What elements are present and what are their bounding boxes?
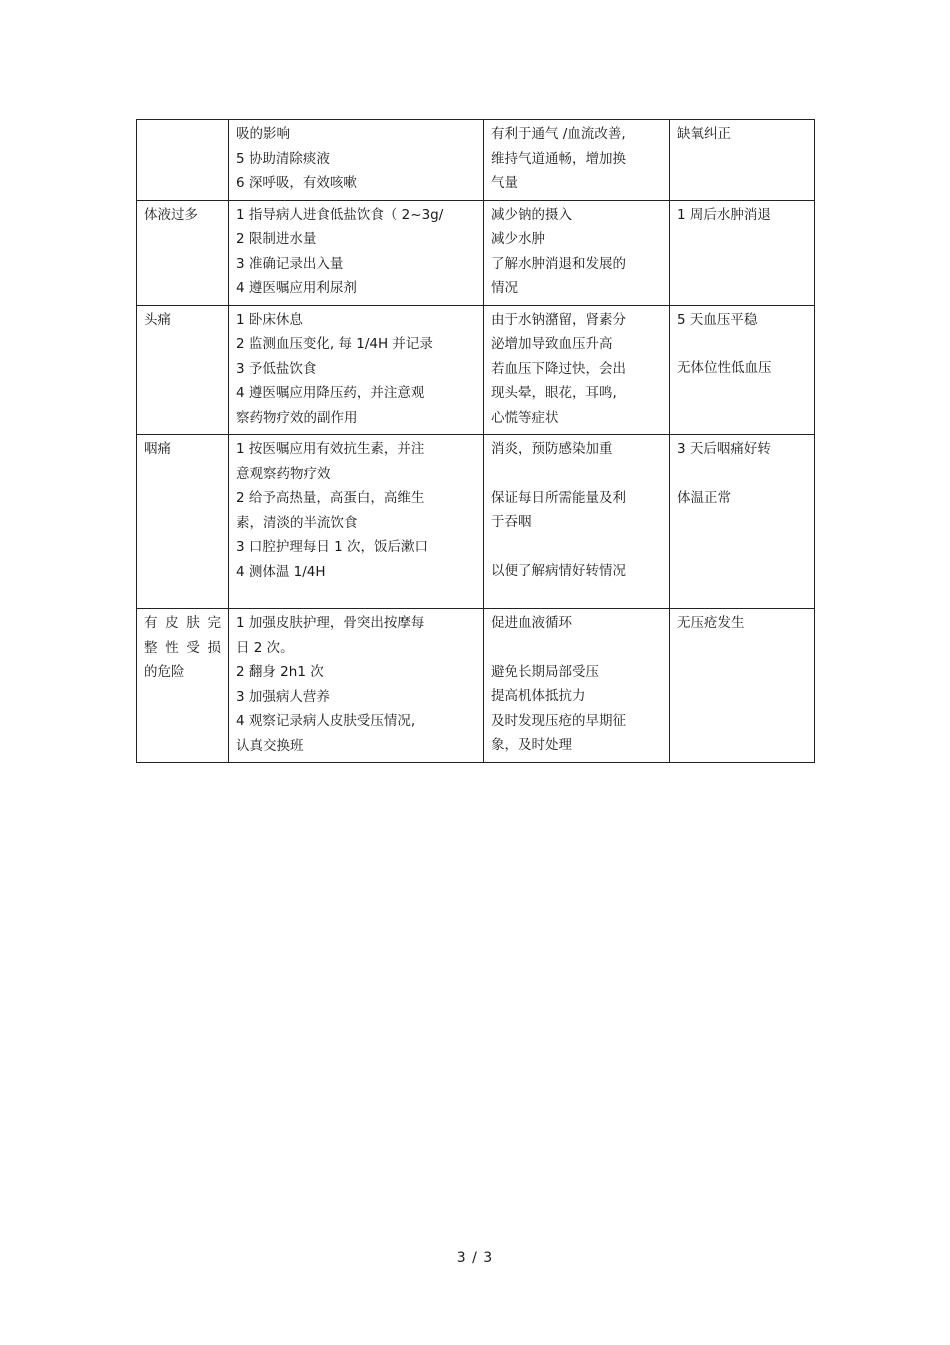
- measure-line: 5 协助清除痰液: [236, 150, 330, 167]
- measure-line: 3 予低盐饮食: [236, 360, 317, 377]
- measure-line: 3 口腔护理每日 1 次，饭后漱口: [236, 539, 429, 555]
- rationale-cell: [484, 120, 670, 201]
- diagnosis-line: 咽痛: [144, 441, 171, 457]
- diagnosis-cell: [137, 200, 229, 305]
- spacer: [491, 636, 662, 660]
- measure-line: 吸的影响: [236, 126, 290, 142]
- evaluation-line: 缺氧纠正: [677, 126, 731, 142]
- rationale-line: 由于水钠潴留，肾素分: [491, 311, 626, 328]
- rationale-line: 减少钠的摄入: [491, 206, 572, 223]
- evaluation-line: 1 周后水肿消退: [677, 206, 771, 223]
- page-number: 3 / 3: [456, 1250, 494, 1266]
- diagnosis-cell: [137, 305, 229, 435]
- diagnosis-cell: [137, 120, 229, 201]
- rationale-line: 气量: [491, 175, 518, 191]
- table-row: [137, 200, 815, 305]
- rationale-line: 于吞咽: [491, 514, 532, 530]
- measures-cell: [229, 305, 484, 435]
- rationale-line: 促进血液循环: [491, 615, 572, 631]
- diagnosis-cell: [137, 435, 229, 609]
- evaluation-line: 5 天血压平稳: [677, 311, 758, 328]
- nursing-care-table: [136, 119, 815, 763]
- measure-line: 2 限制进水量: [236, 231, 317, 247]
- rationale-line: 泌增加导致血压升高: [491, 336, 613, 352]
- measure-line: 1 指导病人进食低盐饮食（ 2~3g/: [236, 206, 444, 223]
- measures-cell: [229, 609, 484, 763]
- table-row: [137, 609, 815, 763]
- diagnosis-cell: [137, 609, 229, 763]
- rationale-line: 若血压下降过快，会出: [491, 360, 626, 377]
- rationale-line: 心慌等症状: [491, 409, 559, 426]
- evaluation-cell: [670, 609, 815, 763]
- rationale-line: 维持气道通畅，增加换: [491, 150, 626, 167]
- evaluation-cell: [670, 435, 815, 609]
- rationale-cell: [484, 609, 670, 763]
- rationale-line: 了解水肿消退和发展的: [491, 255, 626, 272]
- rationale-line: 象，及时处理: [491, 737, 572, 753]
- diagnosis-line: 整性受损: [144, 639, 221, 656]
- measures-cell: [229, 120, 484, 201]
- measure-line: 6 深呼吸，有效咳嗽: [236, 175, 357, 191]
- diagnosis-line: 的危险: [144, 664, 185, 680]
- measure-line: 4 遵医嘱应用降压药，并注意观: [236, 385, 425, 401]
- measure-line: 3 加强病人营养: [236, 688, 330, 705]
- measure-line: 认真交换班: [236, 737, 304, 754]
- measure-line: 日 2 次。: [236, 639, 294, 656]
- measure-line: 1 按医嘱应用有效抗生素，并注: [236, 441, 425, 457]
- rationale-line: 及时发现压疮的早期征: [491, 712, 626, 729]
- measure-line: 4 遵医嘱应用利尿剂: [236, 280, 357, 296]
- rationale-cell: [484, 305, 670, 435]
- measure-line: 1 加强皮肤护理，骨突出按摩每: [236, 615, 425, 631]
- evaluation-cell: [670, 120, 815, 201]
- measure-line: 2 翻身 2h1 次: [236, 664, 324, 680]
- rationale-cell: [484, 200, 670, 305]
- spacer: [491, 535, 662, 559]
- table-row: [137, 435, 815, 609]
- rationale-line: 情况: [491, 280, 518, 296]
- diagnosis-line: 头痛: [144, 311, 171, 328]
- rationale-line: 有利于通气 /血流改善,: [491, 126, 626, 142]
- spacer: [491, 462, 662, 486]
- table-row: [137, 305, 815, 435]
- evaluation-cell: [670, 200, 815, 305]
- spacer: [677, 462, 807, 486]
- measure-line: 1 卧床休息: [236, 311, 303, 328]
- diagnosis-line: 体液过多: [144, 206, 198, 223]
- evaluation-line: 3 天后咽痛好转: [677, 441, 771, 457]
- rationale-line: 现头晕，眼花，耳鸣,: [491, 385, 617, 401]
- rationale-line: 提高机体抵抗力: [491, 688, 586, 704]
- rationale-line: 避免长期局部受压: [491, 663, 599, 680]
- evaluation-line: 体温正常: [677, 489, 731, 506]
- rationale-cell: [484, 435, 670, 609]
- rationale-line: 以便了解病情好转情况: [491, 562, 626, 579]
- measure-line: 2 监测血压变化, 每 1/4H 并记录: [236, 336, 433, 352]
- measure-line: 意观察药物疗效: [236, 465, 331, 482]
- measures-cell: [229, 200, 484, 305]
- spacer: [677, 332, 807, 356]
- table-row: [137, 120, 815, 201]
- diagnosis-line: 有皮肤完: [144, 615, 221, 631]
- measure-line: 素，清淡的半流饮食: [236, 514, 358, 531]
- measure-line: 4 观察记录病人皮肤受压情况,: [236, 713, 416, 729]
- measure-line: 2 给予高热量，高蛋白，高维生: [236, 490, 425, 506]
- evaluation-cell: [670, 305, 815, 435]
- measure-line: 3 准确记录出入量: [236, 255, 344, 272]
- rationale-line: 减少水肿: [491, 231, 545, 247]
- rationale-line: 消炎，预防感染加重: [491, 441, 613, 457]
- evaluation-line: 无压疮发生: [677, 615, 745, 631]
- measure-line: 察药物疗效的副作用: [236, 409, 358, 426]
- rationale-line: 保证每日所需能量及利: [491, 489, 626, 506]
- measure-line: 4 测体温 1/4H: [236, 563, 326, 580]
- measures-cell: [229, 435, 484, 609]
- evaluation-line: 无体位性低血压: [677, 360, 772, 376]
